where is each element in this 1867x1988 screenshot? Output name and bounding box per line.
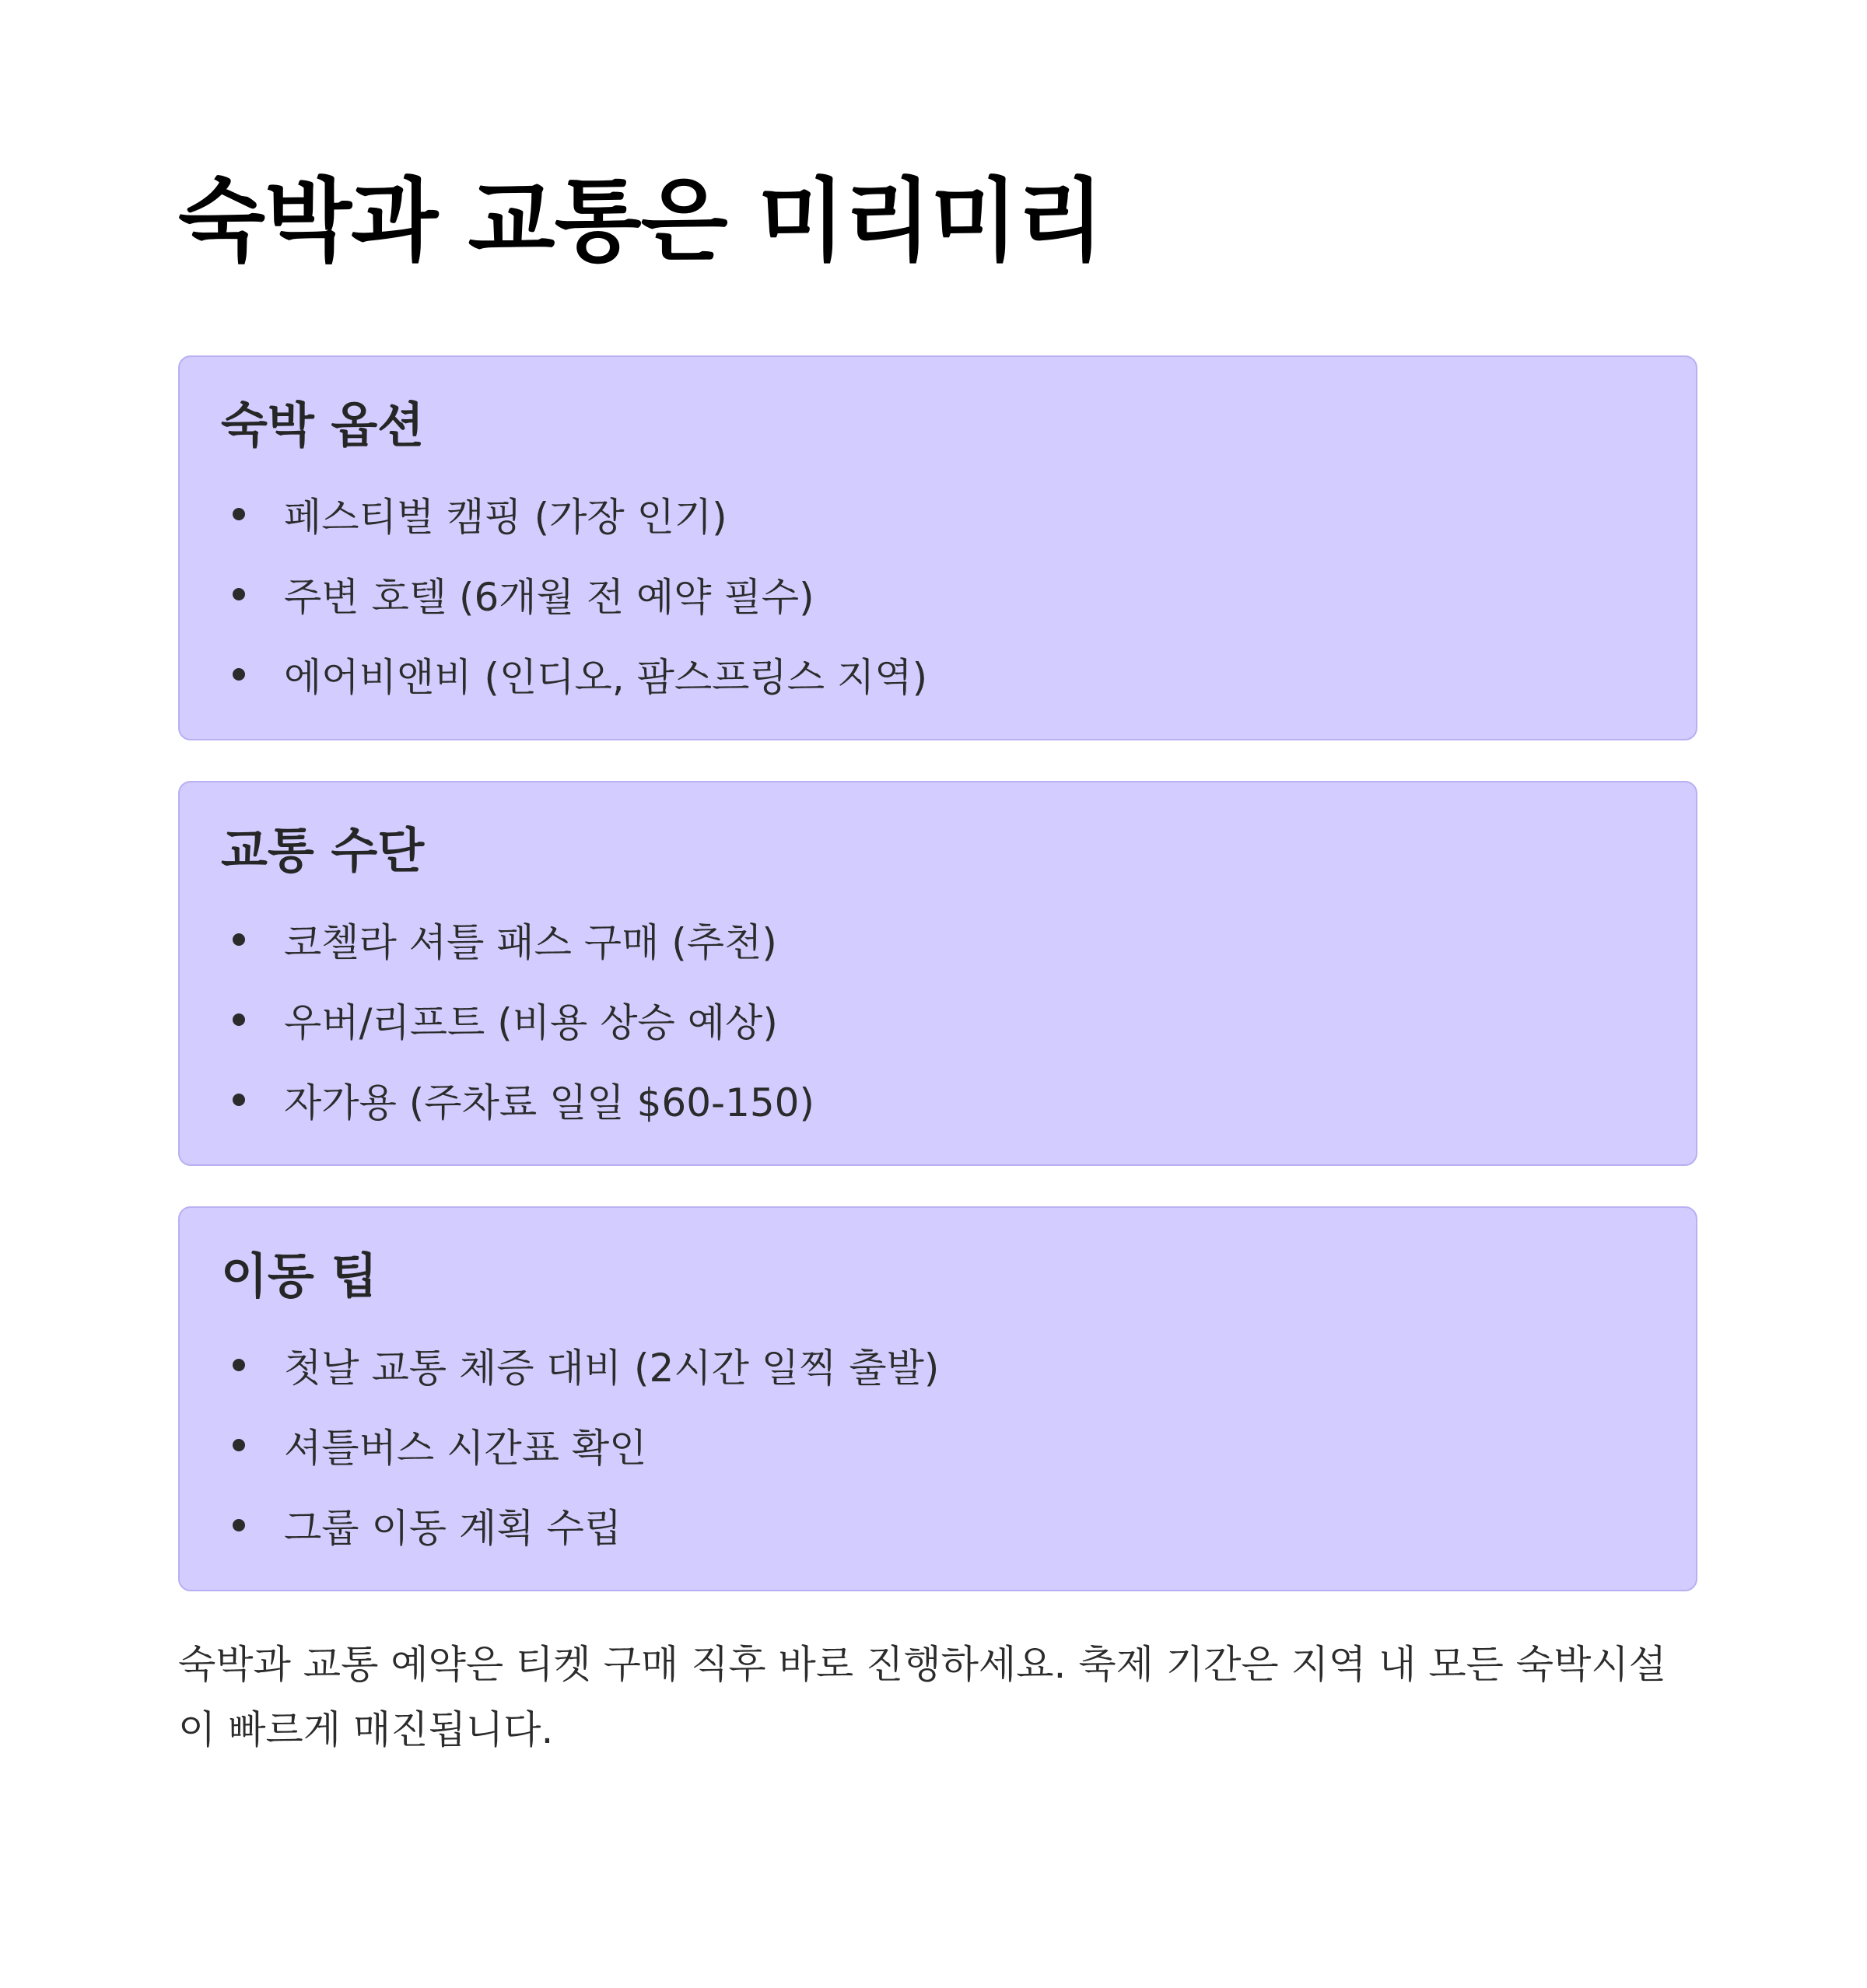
footer-note: 숙박과 교통 예약은 티켓 구매 직후 바로 진행하세요. 축제 기간은 지역 내 모든 숙박시설이 빠르게 매진됩니다. [178, 1642, 1667, 1752]
bullet-icon [233, 1013, 245, 1026]
list-item [221, 1405, 1655, 1485]
bullet-icon [233, 1359, 245, 1371]
list-item-text: 에어비앤비 (인디오, 팜스프링스 지역) [284, 654, 928, 700]
bullet-icon [233, 933, 245, 946]
list-item-text: 우버/리프트 (비용 상승 예상) [284, 999, 778, 1045]
bullet-icon [233, 1519, 245, 1531]
card-title-accommodation: 숙박 옵션 [221, 397, 425, 453]
list-item [221, 979, 1655, 1059]
card-travel-tips [178, 1206, 1697, 1591]
card-title-transportation: 교통 수단 [221, 822, 425, 879]
bullet-icon [233, 508, 245, 520]
list-item [221, 1059, 1655, 1139]
list-item-text: 페스티벌 캠핑 (가장 인기) [284, 494, 727, 540]
list-item [221, 899, 1655, 979]
accommodation-list [221, 474, 1655, 714]
list-item [221, 554, 1655, 634]
travel-tips-list [221, 1325, 1655, 1565]
list-item [221, 634, 1655, 714]
list-item-text: 첫날 교통 체증 대비 (2시간 일찍 출발) [284, 1345, 940, 1391]
list-item-text: 그룹 이동 계획 수립 [284, 1505, 622, 1551]
page-title: 숙박과 교통은 미리미리 [178, 169, 1104, 274]
card-transportation [178, 781, 1697, 1166]
list-item-text: 코첼라 셔틀 패스 구매 (추천) [284, 919, 777, 965]
bullet-icon [233, 1094, 245, 1106]
bullet-icon [233, 1439, 245, 1451]
transportation-list [221, 899, 1655, 1139]
list-item-text: 셔틀버스 시간표 확인 [284, 1425, 647, 1471]
card-accommodation [178, 355, 1697, 740]
card-title-travel-tips: 이동 팁 [221, 1248, 378, 1304]
list-item [221, 474, 1655, 554]
list-item-text: 주변 호텔 (6개월 전 예약 필수) [284, 574, 814, 620]
bullet-icon [233, 668, 245, 681]
bullet-icon [233, 588, 245, 600]
list-item [221, 1325, 1655, 1405]
list-item-text: 자가용 (주차료 일일 $60-150) [284, 1080, 815, 1125]
list-item [221, 1485, 1655, 1565]
